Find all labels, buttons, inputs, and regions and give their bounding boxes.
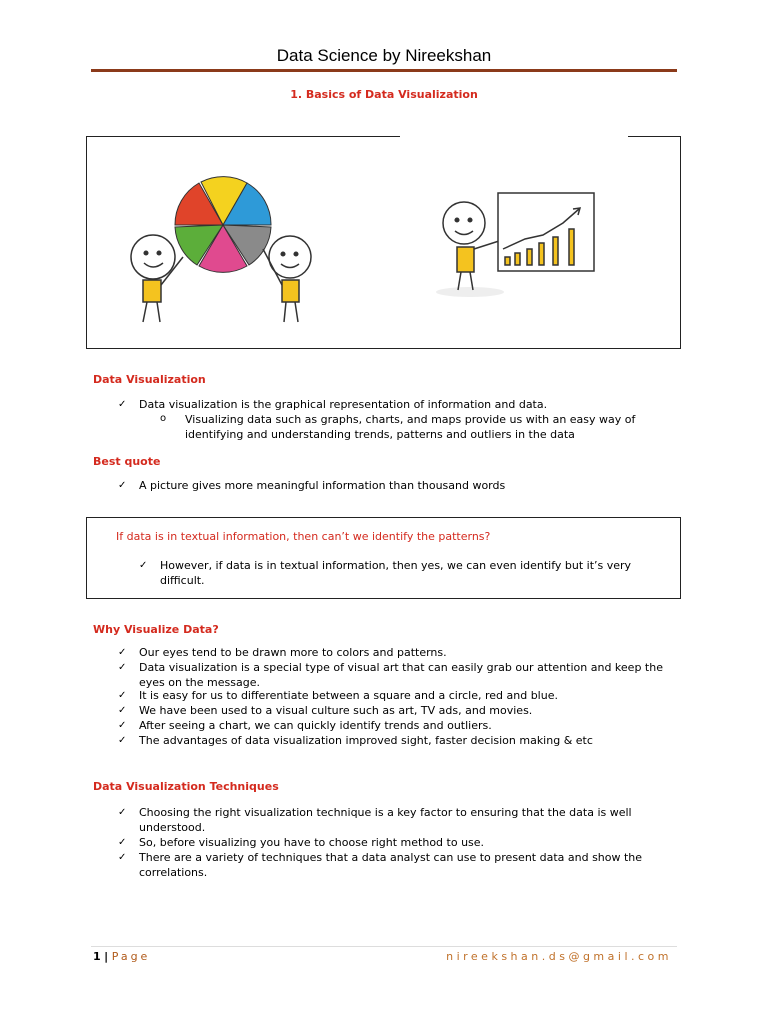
list-item: ✓ A picture gives more meaningful information than thousand words: [118, 479, 506, 492]
page-number: 1: [93, 950, 101, 963]
pie-illustration: [175, 177, 271, 273]
left-figure: [131, 235, 183, 322]
check-icon: ✓: [118, 662, 127, 673]
section-heading-best-quote: Best quote: [93, 455, 161, 468]
list-item: ✓ There are a variety of techniques that a data analyst can use to present data and show the correlations.: [118, 851, 643, 879]
page-title: Data Science by Nireekshan: [276, 46, 492, 65]
footer-rule: [91, 946, 677, 947]
list-item: ✓ Choosing the right visualization technique is a key factor to ensuring that the data is well understood.: [118, 806, 632, 834]
check-icon: ✓: [118, 690, 127, 701]
page-label: Page: [111, 950, 151, 963]
list-item: ✓ Our eyes tend to be drawn more to colors and patterns.: [118, 646, 447, 659]
check-icon: ✓: [139, 560, 148, 571]
check-icon: ✓: [118, 837, 127, 848]
page-footer: [93, 950, 150, 963]
section-heading-data-visualization: Data Visualization: [93, 373, 206, 386]
illustration-box: [86, 136, 681, 349]
list-item: ✓ Data visualization is a special type of visual art that can easily grab our attention and keep the eyes on the message.: [118, 661, 663, 689]
check-icon: ✓: [118, 720, 127, 731]
circle-bullet-icon: o: [160, 413, 167, 424]
question-box: [86, 517, 681, 599]
check-icon: ✓: [118, 852, 127, 863]
sub-list-item: o Visualizing data such as graphs, charts, and maps provide us with an easy way of identifying and understanding trends, patterns and outliers in the data: [160, 413, 636, 441]
list-item: ✓ So, before visualizing you have to choose right method to use.: [118, 836, 485, 849]
chapter-heading: 1. Basics of Data Visualization: [290, 88, 478, 101]
figure-box-gap: [400, 134, 628, 139]
footer-email: nireekshan.ds@gmail.com: [446, 950, 672, 963]
list-item: ✓ Data visualization is the graphical representation of information and data.: [118, 398, 548, 411]
title-rule: [91, 69, 677, 72]
check-icon: ✓: [118, 705, 127, 716]
illustration-svg: [87, 137, 682, 350]
check-icon: ✓: [118, 480, 127, 491]
list-item: ✓ After seeing a chart, we can quickly identify trends and outliers.: [118, 719, 492, 732]
answer-item: ✓ However, if data is in textual information, then yes, we can even identify but it’s very difficult.: [139, 559, 632, 587]
section-heading-why-visualize: Why Visualize Data?: [93, 623, 219, 636]
check-icon: ✓: [118, 807, 127, 818]
list-item: ✓ We have been used to a visual culture such as art, TV ads, and movies.: [118, 704, 533, 717]
check-icon: ✓: [118, 647, 127, 658]
section-heading-techniques: Data Visualization Techniques: [93, 780, 279, 793]
middle-figure: [263, 236, 311, 322]
presenter-figure: [436, 202, 504, 297]
check-icon: ✓: [118, 399, 127, 410]
list-item: ✓ It is easy for us to differentiate between a square and a circle, red and blue.: [118, 689, 558, 702]
check-icon: ✓: [118, 735, 127, 746]
page-separator: |: [104, 950, 109, 963]
question-text: If data is in textual information, then can’t we identify the patterns?: [116, 530, 491, 543]
bar-board: [498, 193, 594, 271]
list-item: ✓ The advantages of data visualization improved sight, faster decision making & etc: [118, 734, 593, 747]
